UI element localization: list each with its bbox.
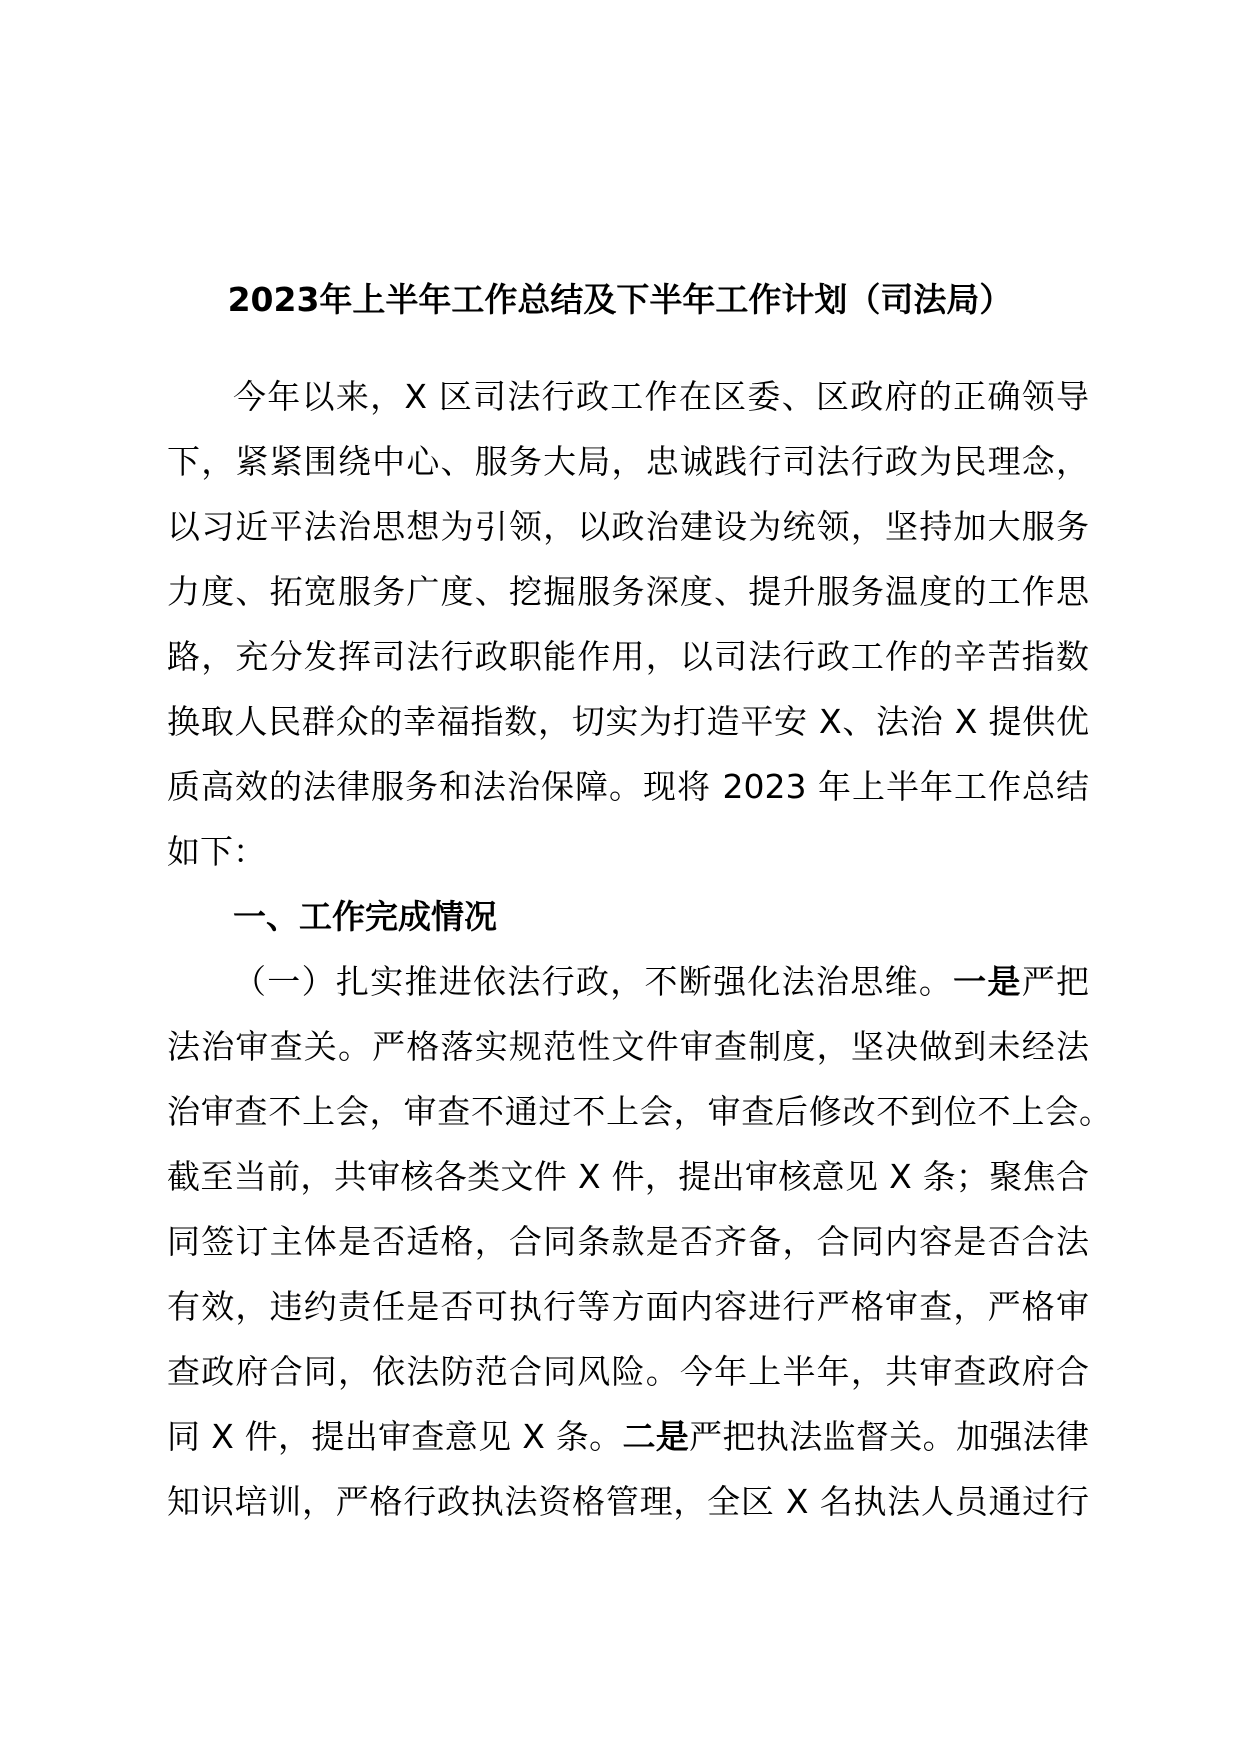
text: 治审查不上会，审查不通过不上会，审查后修改不到位不上会。: [167, 1092, 1112, 1131]
text: 质高效的法律服务和法治保障。现将 2023 年上半年工作总结: [167, 767, 1089, 806]
paragraph-line: [167, 1480, 1089, 1524]
paragraph-line: [167, 1285, 1089, 1329]
document-title: 2023年上半年工作总结及下半年工作计划（司法局）: [227, 280, 1013, 319]
text: 严把: [1021, 962, 1090, 1001]
bold-text: 二是: [622, 1417, 690, 1456]
text: 知识培训，严格行政执法资格管理，全区 X 名执法人员通过行: [167, 1482, 1089, 1521]
paragraph-line: [167, 1090, 1112, 1134]
paragraph-line: [167, 830, 1089, 874]
text: 以习近平法治思想为引领，以政治建设为统领，坚持加大服务: [167, 507, 1089, 546]
text: 下，紧紧围绕中心、服务大局，忠诚践行司法行政为民理念，: [167, 442, 1089, 481]
text: 严把执法监督关。加强法律: [689, 1417, 1089, 1456]
text: 路，充分发挥司法行政职能作用，以司法行政工作的辛苦指数: [167, 637, 1089, 676]
paragraph-line: [167, 1350, 1089, 1394]
text: 力度、拓宽服务广度、挖掘服务深度、提升服务温度的工作思: [167, 572, 1089, 611]
section-heading: [233, 895, 1089, 939]
text: 如下：: [167, 832, 266, 871]
paragraph-line: [167, 1415, 1089, 1459]
paragraph-line: [167, 700, 1089, 744]
text: （一）扎实推进依法行政，不断强化法治思维。: [233, 962, 954, 1001]
paragraph-line: [167, 765, 1089, 809]
paragraph-line: [167, 1155, 1089, 1199]
paragraph-line: [167, 1025, 1089, 1069]
bold-text: 一、工作完成情况: [233, 897, 497, 936]
paragraph-line: [167, 635, 1089, 679]
text: 法治审查关。严格落实规范性文件审查制度，坚决做到未经法: [167, 1027, 1089, 1066]
paragraph-line: [167, 570, 1089, 614]
text: 截至当前，共审核各类文件 X 件，提出审核意见 X 条；聚焦合: [167, 1157, 1089, 1196]
text: 同 X 件，提出审查意见 X 条。: [167, 1417, 623, 1456]
paragraph-line: [167, 440, 1089, 484]
text: 有效，违约责任是否可执行等方面内容进行严格审查，严格审: [167, 1287, 1089, 1326]
text: 查政府合同，依法防范合同风险。今年上半年，共审查政府合: [167, 1352, 1089, 1391]
paragraph-line: [233, 960, 1089, 1004]
paragraph-line: [233, 375, 1089, 419]
paragraph-line: [167, 505, 1089, 549]
text: 换取人民群众的幸福指数，切实为打造平安 X、法治 X 提供优: [167, 702, 1089, 741]
bold-text: 一是: [953, 962, 1022, 1001]
text: 今年以来，X 区司法行政工作在区委、区政府的正确领导: [233, 377, 1089, 416]
paragraph-line: [167, 1220, 1089, 1264]
text: 同签订主体是否适格，合同条款是否齐备，合同内容是否合法: [167, 1222, 1089, 1261]
